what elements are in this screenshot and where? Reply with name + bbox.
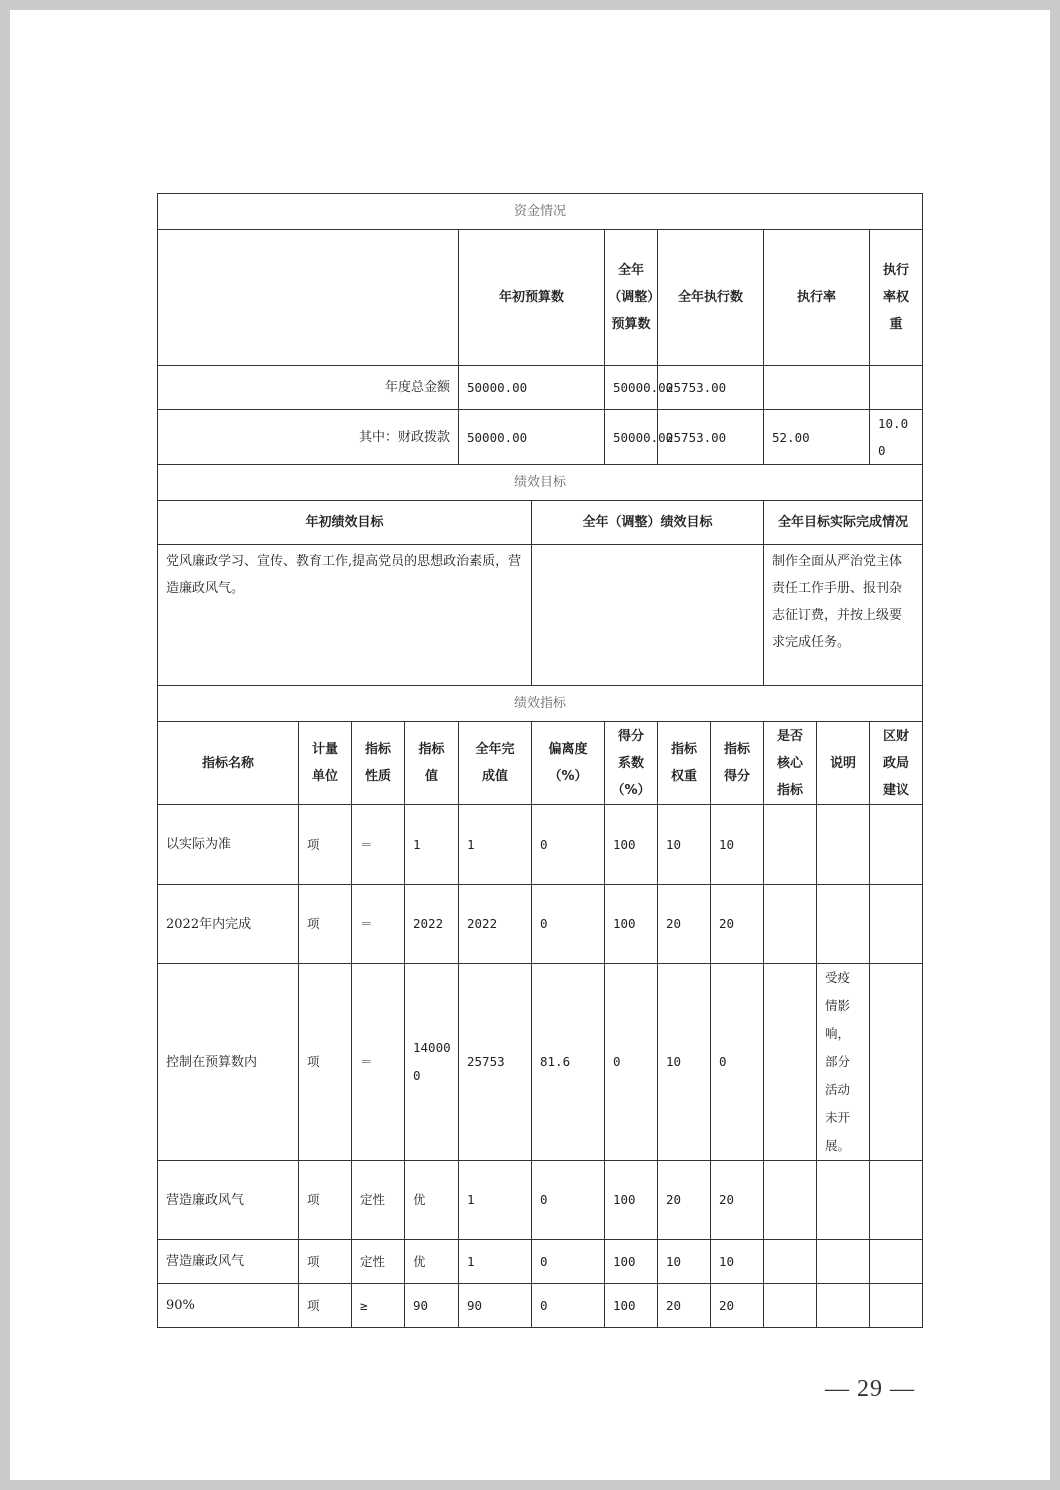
- indicator-cell: 20: [658, 1161, 711, 1240]
- indicator-cell: [817, 805, 870, 885]
- indicator-cell: 项: [299, 885, 352, 964]
- funds-header-weight: 执行 率权 重: [870, 230, 923, 366]
- goals-header-initial: 年初绩效目标: [158, 501, 532, 545]
- indicator-cell: 20: [658, 885, 711, 964]
- indicator-cell: 20: [711, 1161, 764, 1240]
- indicator-cell: 100: [605, 885, 658, 964]
- goals-header-adjusted: 全年（调整）绩效目标: [532, 501, 764, 545]
- funds-row-label: 年度总金额: [158, 366, 459, 410]
- indicator-cell: 受疫 情影 响， 部分 活动 未开 展。: [817, 964, 870, 1161]
- indicators-header-cell: 全年完 成值: [459, 722, 532, 805]
- indicator-cell: 10: [658, 1240, 711, 1284]
- indicators-header-cell: 区财 政局 建议: [870, 722, 923, 805]
- indicator-cell: 25753: [459, 964, 532, 1161]
- indicators-header-cell: 得分 系数 （%）: [605, 722, 658, 805]
- indicator-cell: [764, 885, 817, 964]
- indicators-header-cell: 指标 性质: [352, 722, 405, 805]
- indicator-cell: 20: [711, 1284, 764, 1328]
- indicator-cell: 90: [405, 1284, 459, 1328]
- funds-cell: [870, 366, 923, 410]
- indicators-row: [158, 1240, 923, 1284]
- indicator-cell: [870, 1240, 923, 1284]
- indicator-name-cell: 以实际为准: [158, 805, 299, 885]
- goals-actual-text: 制作全面从严治党主体责任工作手册、报刊杂志征订费，并按上级要求完成任务。: [764, 545, 923, 686]
- indicator-cell: [870, 805, 923, 885]
- indicator-cell: [764, 1240, 817, 1284]
- indicator-cell: 10: [711, 1240, 764, 1284]
- indicators-header-cell: 指标 权重: [658, 722, 711, 805]
- indicator-cell: 100: [605, 1240, 658, 1284]
- indicator-cell: 10: [658, 964, 711, 1161]
- indicator-cell: [817, 1240, 870, 1284]
- indicators-row: [158, 805, 923, 885]
- indicator-name-cell: 营造廉政风气: [158, 1240, 299, 1284]
- funds-row-label: 其中：财政拨款: [158, 410, 459, 465]
- funds-cell: 25753.00: [658, 366, 764, 410]
- indicator-cell: 90: [459, 1284, 532, 1328]
- indicators-row: [158, 1284, 923, 1328]
- funds-cell: 50000.00: [459, 410, 605, 465]
- funds-cell: 25753.00: [658, 410, 764, 465]
- funds-section-title: 资金情况: [158, 194, 923, 230]
- indicator-cell: 0: [532, 885, 605, 964]
- indicator-cell: [817, 1284, 870, 1328]
- indicator-cell: 20: [658, 1284, 711, 1328]
- indicators-header-cell: 偏离度 （%）: [532, 722, 605, 805]
- indicators-header-row: [158, 722, 923, 805]
- indicator-cell: 2022: [459, 885, 532, 964]
- funds-cell: 50000.00: [459, 366, 605, 410]
- indicator-cell: 2022: [405, 885, 459, 964]
- indicator-cell: 项: [299, 1161, 352, 1240]
- indicators-header-cell: 计量 单位: [299, 722, 352, 805]
- indicator-cell: 定性: [352, 1240, 405, 1284]
- indicators-header-cell: 说明: [817, 722, 870, 805]
- indicator-cell: 1: [405, 805, 459, 885]
- indicator-cell: ＝: [352, 885, 405, 964]
- indicator-cell: 定性: [352, 1161, 405, 1240]
- indicator-cell: 0: [532, 1161, 605, 1240]
- funds-cell: 10.0 0: [870, 410, 923, 465]
- indicator-cell: [817, 1161, 870, 1240]
- indicators-header-cell: 是否 核心 指标: [764, 722, 817, 805]
- funds-cell: 50000.00: [605, 410, 658, 465]
- indicator-cell: 100: [605, 1161, 658, 1240]
- funds-cell: 50000.00: [605, 366, 658, 410]
- indicator-cell: 项: [299, 805, 352, 885]
- indicators-header-cell: 指标 值: [405, 722, 459, 805]
- indicator-name-cell: 2022年内完成: [158, 885, 299, 964]
- indicator-cell: [817, 885, 870, 964]
- indicator-cell: 项: [299, 1240, 352, 1284]
- funds-header-initial: 年初预算数: [459, 230, 605, 366]
- indicators-header-cell: 指标 得分: [711, 722, 764, 805]
- indicators-section-title: 绩效指标: [158, 686, 923, 722]
- funds-header-blank: [158, 230, 459, 366]
- indicator-cell: 0: [605, 964, 658, 1161]
- document-page: [10, 10, 1050, 1480]
- indicator-cell: 1: [459, 805, 532, 885]
- indicators-row: [158, 885, 923, 964]
- indicator-cell: 0: [711, 964, 764, 1161]
- indicator-cell: ＝: [352, 805, 405, 885]
- indicator-cell: 0: [532, 805, 605, 885]
- page-number: — 29 —: [825, 1376, 915, 1402]
- indicator-cell: 10: [658, 805, 711, 885]
- funds-header-executed: 全年执行数: [658, 230, 764, 366]
- indicators-row: [158, 1161, 923, 1240]
- funds-header-rate: 执行率: [764, 230, 870, 366]
- indicator-name-cell: 营造廉政风气: [158, 1161, 299, 1240]
- indicator-cell: 81.6: [532, 964, 605, 1161]
- indicator-cell: [764, 805, 817, 885]
- indicator-cell: [764, 1161, 817, 1240]
- indicator-cell: 100: [605, 1284, 658, 1328]
- indicator-cell: ≥: [352, 1284, 405, 1328]
- indicator-name-cell: 90%: [158, 1284, 299, 1328]
- goals-header-actual: 全年目标实际完成情况: [764, 501, 923, 545]
- indicator-cell: 项: [299, 964, 352, 1161]
- indicator-cell: 优: [405, 1161, 459, 1240]
- indicator-cell: 100: [605, 805, 658, 885]
- indicator-cell: [764, 964, 817, 1161]
- indicator-cell: 0: [532, 1240, 605, 1284]
- indicators-row: [158, 964, 923, 1161]
- indicator-cell: [870, 1161, 923, 1240]
- indicator-cell: 14000 0: [405, 964, 459, 1161]
- goals-adjusted-text: [532, 545, 764, 686]
- performance-table: [157, 193, 923, 1328]
- goals-section-title: 绩效目标: [158, 465, 923, 501]
- indicator-cell: 10: [711, 805, 764, 885]
- indicator-cell: 0: [532, 1284, 605, 1328]
- indicator-cell: 20: [711, 885, 764, 964]
- indicator-cell: [764, 1284, 817, 1328]
- indicators-header-cell: 指标名称: [158, 722, 299, 805]
- indicator-cell: ＝: [352, 964, 405, 1161]
- funds-cell: [764, 366, 870, 410]
- indicator-name-cell: 控制在预算数内: [158, 964, 299, 1161]
- indicator-cell: 1: [459, 1240, 532, 1284]
- indicator-cell: 1: [459, 1161, 532, 1240]
- indicator-cell: 项: [299, 1284, 352, 1328]
- indicator-cell: 优: [405, 1240, 459, 1284]
- indicator-cell: [870, 964, 923, 1161]
- funds-cell: 52.00: [764, 410, 870, 465]
- goals-initial-text: 党风廉政学习、宣传、教育工作,提高党员的思想政治素质，营造廉政风气。: [158, 545, 532, 686]
- indicator-cell: [870, 1284, 923, 1328]
- funds-header-adjusted: 全年（调整）预算数: [605, 230, 658, 366]
- indicator-cell: [870, 885, 923, 964]
